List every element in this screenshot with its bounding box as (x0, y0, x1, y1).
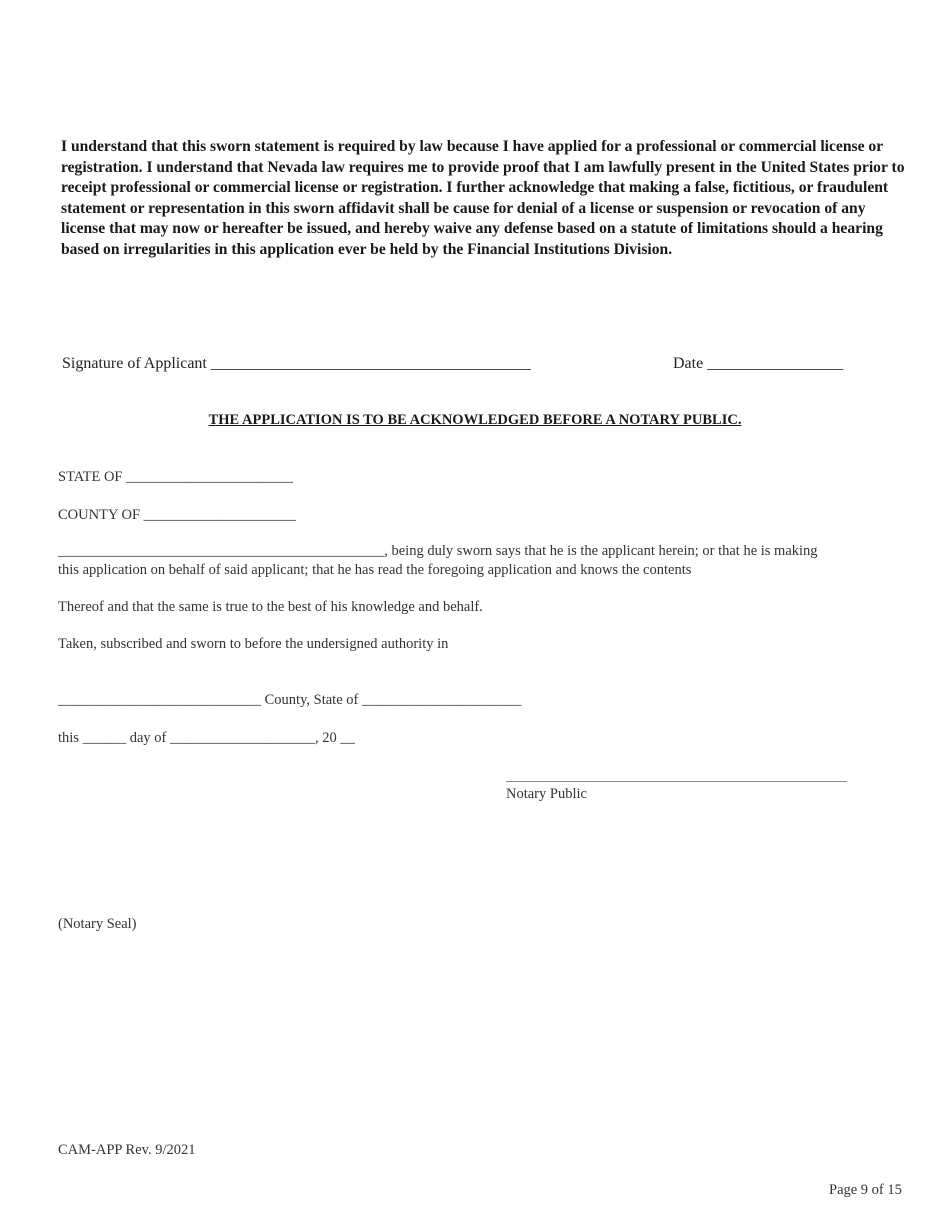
sworn-line-2: this application on behalf of said applicant; that he has read the foregoing application and knows the contents (58, 562, 692, 578)
sworn-statement-paragraph: I understand that this sworn statement is required by law because I have applied for a professional or commercial license or registration. I understand that Nevada law requires me to provide proof that I am lawfully present in the United States prior to receipt professional or commercial license or registration. I further acknowledge that making a false, fictitious, or fraudulent statement or representation in this sworn affidavit shall be cause for denial of a license or suspension or revocation of any license that may now or hereafter be issued, and hereby waive any defense based on a statute of limitations should a hearing based on irregularities in this application ever be held by the Financial Institutions Division. (61, 138, 905, 258)
date-line: Date _________________ (673, 355, 844, 372)
county-of-line: COUNTY OF _____________________ (58, 507, 296, 523)
sworn-line-1: _____________________________________________, being duly sworn says that he is the applicant herein; or that he is making (58, 543, 818, 559)
day-of-line: this ______ day of ____________________, 20 __ (58, 730, 355, 746)
revision-footer: CAM-APP Rev. 9/2021 (58, 1142, 196, 1158)
state-of-line: STATE OF _______________________ (58, 469, 293, 485)
page-number: Page 9 of 15 (829, 1182, 902, 1198)
notary-public-label: Notary Public (506, 786, 587, 802)
notary-heading: THE APPLICATION IS TO BE ACKNOWLEDGED BEFORE A NOTARY PUBLIC. (208, 412, 742, 428)
county-state-line: ____________________________ County, State of ______________________ (58, 692, 522, 708)
notary-seal-label: (Notary Seal) (58, 916, 137, 932)
signature-of-applicant-line: Signature of Applicant ________________________________________ (62, 355, 531, 372)
thereof-text: Thereof and that the same is true to the best of his knowledge and behalf. (58, 599, 483, 615)
taken-subscribed-text: Taken, subscribed and sworn to before the undersigned authority in (58, 636, 449, 652)
notary-signature-rule (506, 781, 847, 782)
